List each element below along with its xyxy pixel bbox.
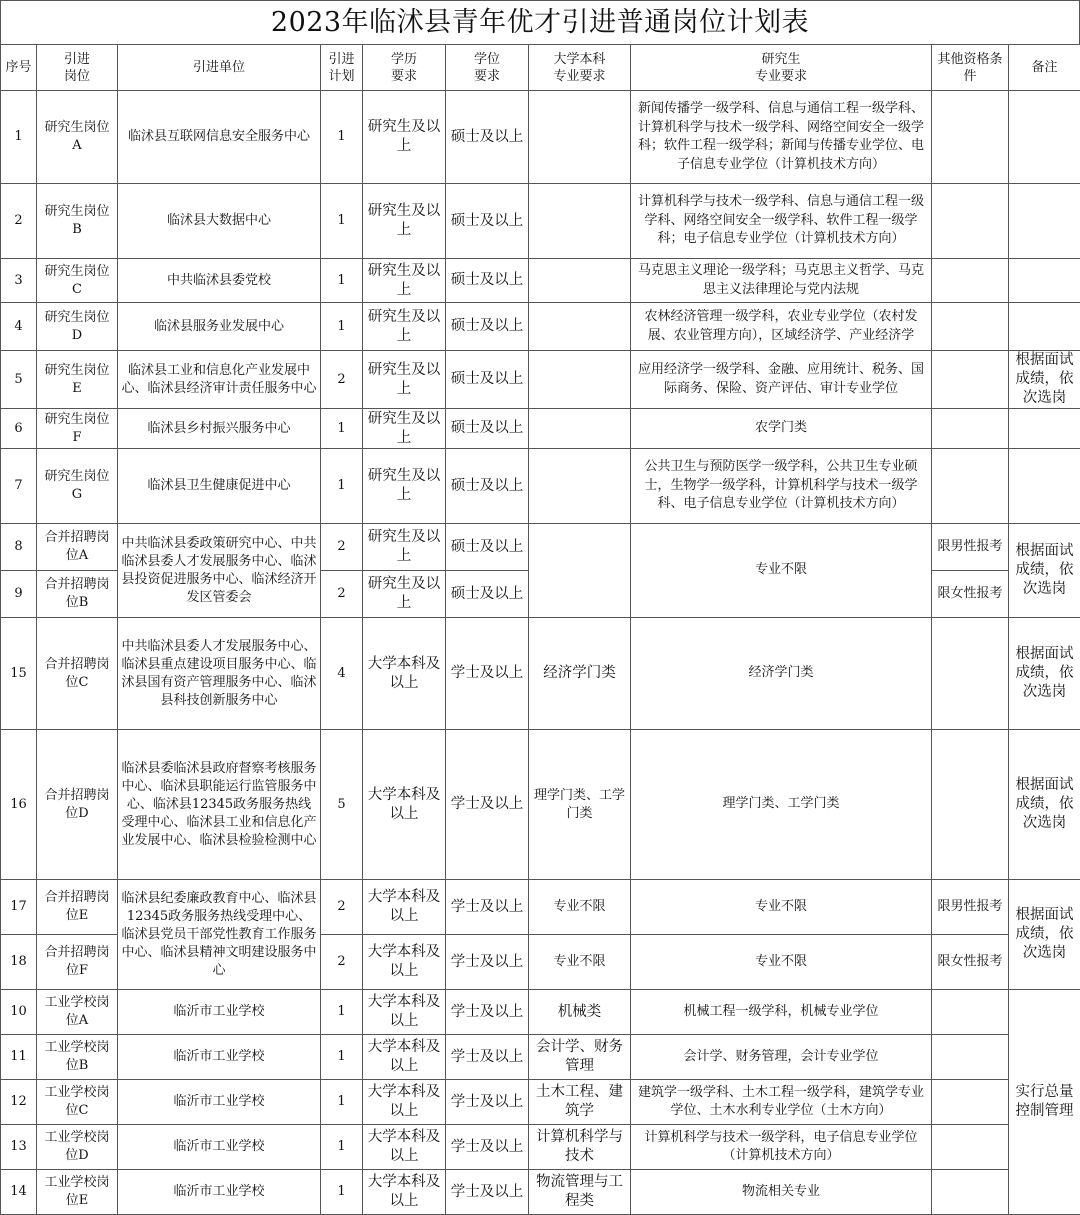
cell-unit: 中共临沭县委政策研究中心、中共临沭县委人才发展服务中心、临沭县投资促进服务中心、临沭经济开发区管委会 <box>118 524 321 618</box>
header-other: 其他资格条 件 <box>932 45 1009 91</box>
cell-bachelor <box>529 303 631 351</box>
cell-other <box>932 409 1009 449</box>
cell-bachelor: 会计学、财务管理 <box>529 1035 631 1080</box>
header-edu: 学历 要求 <box>363 45 446 91</box>
cell-plan: 2 <box>321 524 363 571</box>
cell-unit: 临沂市工业学校 <box>118 990 321 1035</box>
cell-other <box>932 730 1009 880</box>
cell-edu: 研究生及以上 <box>363 303 446 351</box>
cell-plan: 2 <box>321 351 363 409</box>
cell-edu: 研究生及以上 <box>363 91 446 184</box>
cell-post: 研究生岗位F <box>37 409 118 449</box>
cell-no: 18 <box>1 935 37 990</box>
cell-post: 工业学校岗位A <box>37 990 118 1035</box>
table-row <box>1 259 1080 303</box>
cell-unit: 临沭县乡村振兴服务中心 <box>118 409 321 449</box>
cell-plan: 1 <box>321 259 363 303</box>
table-row <box>1 91 1080 184</box>
cell-bachelor: 土木工程、建筑学 <box>529 1080 631 1125</box>
cell-post: 合并招聘岗位A <box>37 524 118 571</box>
table-row <box>1 730 1080 880</box>
cell-degree: 学士及以上 <box>446 1125 529 1170</box>
cell-degree: 学士及以上 <box>446 618 529 730</box>
table-row <box>1 1170 1080 1215</box>
cell-grad: 专业不限 <box>631 524 932 618</box>
cell-edu: 研究生及以上 <box>363 351 446 409</box>
cell-other <box>932 91 1009 184</box>
cell-bachelor: 机械类 <box>529 990 631 1035</box>
header-bachelor: 大学本科 专业要求 <box>529 45 631 91</box>
cell-unit: 临沭县互联网信息安全服务中心 <box>118 91 321 184</box>
cell-remark <box>1009 259 1080 303</box>
cell-bachelor <box>529 449 631 524</box>
header-grad: 研究生 专业要求 <box>631 45 932 91</box>
cell-unit: 中共临沭县委人才发展服务中心、临沭县重点建设项目服务中心、临沭县国有资产管理服务中心、临沭县科技创新服务中心 <box>118 618 321 730</box>
cell-post: 合并招聘岗位B <box>37 571 118 618</box>
cell-edu: 大学本科及以上 <box>363 1080 446 1125</box>
cell-post: 合并招聘岗位F <box>37 935 118 990</box>
cell-plan: 1 <box>321 1035 363 1080</box>
cell-plan: 1 <box>321 303 363 351</box>
cell-plan: 4 <box>321 618 363 730</box>
table-row <box>1 524 1080 571</box>
cell-degree: 学士及以上 <box>446 1170 529 1215</box>
cell-no: 4 <box>1 303 37 351</box>
header-post: 引进 岗位 <box>37 45 118 91</box>
table-row <box>1 618 1080 730</box>
header-degree: 学位 要求 <box>446 45 529 91</box>
cell-other <box>932 1080 1009 1125</box>
cell-other <box>932 184 1009 259</box>
header-no: 序号 <box>1 45 37 91</box>
cell-grad: 专业不限 <box>631 880 932 935</box>
cell-degree: 学士及以上 <box>446 730 529 880</box>
cell-bachelor: 理学门类、工学门类 <box>529 730 631 880</box>
table-row <box>1 1035 1080 1080</box>
cell-unit: 临沂市工业学校 <box>118 1080 321 1125</box>
cell-post: 工业学校岗位C <box>37 1080 118 1125</box>
cell-no: 1 <box>1 91 37 184</box>
cell-other <box>932 449 1009 524</box>
cell-grad: 会计学、财务管理，会计专业学位 <box>631 1035 932 1080</box>
cell-degree: 硕士及以上 <box>446 91 529 184</box>
cell-post: 工业学校岗位E <box>37 1170 118 1215</box>
page-title: 2023年临沭县青年优才引进普通岗位计划表 <box>0 0 1080 44</box>
cell-other: 限女性报考 <box>932 571 1009 618</box>
cell-edu: 研究生及以上 <box>363 524 446 571</box>
table-row <box>1 880 1080 935</box>
cell-bachelor <box>529 351 631 409</box>
cell-remark <box>1009 303 1080 351</box>
cell-bachelor <box>529 91 631 184</box>
cell-no: 11 <box>1 1035 37 1080</box>
cell-degree: 硕士及以上 <box>446 259 529 303</box>
cell-post: 研究生岗位B <box>37 184 118 259</box>
cell-no: 6 <box>1 409 37 449</box>
cell-plan: 2 <box>321 571 363 618</box>
cell-no: 10 <box>1 990 37 1035</box>
cell-bachelor: 经济学门类 <box>529 618 631 730</box>
recruitment-table <box>0 44 1080 1215</box>
cell-degree: 学士及以上 <box>446 990 529 1035</box>
cell-edu: 研究生及以上 <box>363 449 446 524</box>
header-remark: 备注 <box>1009 45 1080 91</box>
cell-edu: 研究生及以上 <box>363 571 446 618</box>
cell-remark: 根据面试成绩，依次选岗 <box>1009 524 1080 618</box>
cell-other <box>932 259 1009 303</box>
cell-no: 17 <box>1 880 37 935</box>
cell-no: 7 <box>1 449 37 524</box>
cell-edu: 大学本科及以上 <box>363 1125 446 1170</box>
cell-remark: 根据面试成绩，依次选岗 <box>1009 880 1080 990</box>
table-row <box>1 1080 1080 1125</box>
cell-plan: 2 <box>321 935 363 990</box>
cell-remark <box>1009 184 1080 259</box>
cell-plan: 1 <box>321 990 363 1035</box>
cell-edu: 大学本科及以上 <box>363 730 446 880</box>
cell-degree: 学士及以上 <box>446 880 529 935</box>
cell-remark: 根据面试成绩，依次选岗 <box>1009 351 1080 409</box>
table-row <box>1 184 1080 259</box>
cell-degree: 学士及以上 <box>446 1080 529 1125</box>
cell-bachelor: 物流管理与工程类 <box>529 1170 631 1215</box>
cell-post: 合并招聘岗位D <box>37 730 118 880</box>
cell-plan: 1 <box>321 184 363 259</box>
cell-no: 16 <box>1 730 37 880</box>
cell-grad: 物流相关专业 <box>631 1170 932 1215</box>
cell-unit: 临沭县大数据中心 <box>118 184 321 259</box>
cell-post: 合并招聘岗位E <box>37 880 118 935</box>
cell-other <box>932 303 1009 351</box>
cell-unit: 中共临沭县委党校 <box>118 259 321 303</box>
cell-grad: 应用经济学一级学科、金融、应用统计、税务、国际商务、保险、资产评估、审计专业学位 <box>631 351 932 409</box>
cell-edu: 大学本科及以上 <box>363 935 446 990</box>
cell-unit: 临沂市工业学校 <box>118 1170 321 1215</box>
table-row <box>1 990 1080 1035</box>
cell-bachelor <box>529 409 631 449</box>
cell-edu: 研究生及以上 <box>363 259 446 303</box>
cell-plan: 1 <box>321 1125 363 1170</box>
cell-post: 合并招聘岗位C <box>37 618 118 730</box>
cell-grad: 专业不限 <box>631 935 932 990</box>
cell-grad: 经济学门类 <box>631 618 932 730</box>
cell-grad: 公共卫生与预防医学一级学科，公共卫生专业硕士，生物学一级学科，计算机科学与技术一级学科、电子信息专业学位（计算机技术方向） <box>631 449 932 524</box>
cell-no: 15 <box>1 618 37 730</box>
cell-unit: 临沭县工业和信息化产业发展中心、临沭县经济审计责任服务中心 <box>118 351 321 409</box>
cell-plan: 1 <box>321 409 363 449</box>
cell-other <box>932 1125 1009 1170</box>
cell-edu: 大学本科及以上 <box>363 618 446 730</box>
cell-other <box>932 990 1009 1035</box>
cell-post: 研究生岗位E <box>37 351 118 409</box>
cell-edu: 研究生及以上 <box>363 409 446 449</box>
cell-grad: 建筑学一级学科、土木工程一级学科，建筑学专业学位、土木水利专业学位（土木方向） <box>631 1080 932 1125</box>
cell-no: 2 <box>1 184 37 259</box>
cell-plan: 1 <box>321 1170 363 1215</box>
cell-other <box>932 1170 1009 1215</box>
cell-grad: 机械工程一级学科，机械专业学位 <box>631 990 932 1035</box>
cell-post: 工业学校岗位D <box>37 1125 118 1170</box>
cell-other <box>932 351 1009 409</box>
cell-other <box>932 618 1009 730</box>
cell-degree: 学士及以上 <box>446 935 529 990</box>
cell-remark <box>1009 91 1080 184</box>
cell-degree: 硕士及以上 <box>446 449 529 524</box>
table-row <box>1 303 1080 351</box>
cell-remark: 根据面试成绩，依次选岗 <box>1009 618 1080 730</box>
cell-degree: 硕士及以上 <box>446 524 529 571</box>
cell-bachelor: 计算机科学与技术 <box>529 1125 631 1170</box>
cell-other: 限男性报考 <box>932 524 1009 571</box>
cell-no: 12 <box>1 1080 37 1125</box>
table-row <box>1 449 1080 524</box>
cell-remark: 根据面试成绩，依次选岗 <box>1009 730 1080 880</box>
cell-post: 工业学校岗位B <box>37 1035 118 1080</box>
cell-edu: 研究生及以上 <box>363 184 446 259</box>
cell-no: 9 <box>1 571 37 618</box>
cell-degree: 硕士及以上 <box>446 351 529 409</box>
cell-plan: 2 <box>321 880 363 935</box>
cell-degree: 硕士及以上 <box>446 184 529 259</box>
cell-plan: 5 <box>321 730 363 880</box>
header-row <box>1 45 1080 91</box>
cell-remark <box>1009 409 1080 449</box>
cell-bachelor <box>529 259 631 303</box>
cell-bachelor <box>529 184 631 259</box>
cell-degree: 学士及以上 <box>446 1035 529 1080</box>
cell-bachelor <box>529 524 631 618</box>
cell-other <box>932 1035 1009 1080</box>
cell-post: 研究生岗位G <box>37 449 118 524</box>
header-plan: 引进 计划 <box>321 45 363 91</box>
cell-no: 8 <box>1 524 37 571</box>
cell-plan: 1 <box>321 449 363 524</box>
table-row <box>1 409 1080 449</box>
cell-unit: 临沭县卫生健康促进中心 <box>118 449 321 524</box>
cell-edu: 大学本科及以上 <box>363 880 446 935</box>
cell-grad: 农林经济管理一级学科，农业专业学位（农村发展、农业管理方向），区域经济学、产业经济学 <box>631 303 932 351</box>
cell-post: 研究生岗位A <box>37 91 118 184</box>
table-row <box>1 1125 1080 1170</box>
cell-unit: 临沭县委临沭县政府督察考核服务中心、临沭县职能运行监管服务中心、临沭县12345政务服务热线受理中心、临沭县工业和信息化产业发展中心、临沭县检验检测中心 <box>118 730 321 880</box>
cell-remark: 实行总量控制管理 <box>1009 990 1080 1215</box>
cell-unit: 临沂市工业学校 <box>118 1035 321 1080</box>
cell-degree: 硕士及以上 <box>446 409 529 449</box>
cell-no: 3 <box>1 259 37 303</box>
cell-unit: 临沂市工业学校 <box>118 1125 321 1170</box>
cell-degree: 硕士及以上 <box>446 571 529 618</box>
cell-grad: 新闻传播学一级学科、信息与通信工程一级学科、计算机科学与技术一级学科、网络空间安全一级学科；软件工程一级学科；新闻与传播专业学位、电子信息专业学位（计算机技术方向） <box>631 91 932 184</box>
cell-edu: 大学本科及以上 <box>363 1170 446 1215</box>
cell-unit: 临沭县服务业发展中心 <box>118 303 321 351</box>
cell-no: 5 <box>1 351 37 409</box>
cell-post: 研究生岗位C <box>37 259 118 303</box>
cell-bachelor: 专业不限 <box>529 880 631 935</box>
cell-edu: 大学本科及以上 <box>363 1035 446 1080</box>
cell-no: 14 <box>1 1170 37 1215</box>
cell-grad: 理学门类、工学门类 <box>631 730 932 880</box>
cell-plan: 1 <box>321 1080 363 1125</box>
cell-degree: 硕士及以上 <box>446 303 529 351</box>
cell-other: 限女性报考 <box>932 935 1009 990</box>
cell-remark <box>1009 449 1080 524</box>
cell-edu: 大学本科及以上 <box>363 990 446 1035</box>
header-unit: 引进单位 <box>118 45 321 91</box>
cell-unit: 临沭县纪委廉政教育中心、临沭县12345政务服务热线受理中心、临沭县党员干部党性教育工作服务中心、临沭县精神文明建设服务中心 <box>118 880 321 990</box>
cell-other: 限男性报考 <box>932 880 1009 935</box>
table-row <box>1 351 1080 409</box>
cell-grad: 计算机科学与技术一级学科、信息与通信工程一级学科、网络空间安全一级学科、软件工程一级学科；电子信息专业学位（计算机技术方向） <box>631 184 932 259</box>
cell-grad: 马克思主义理论一级学科；马克思主义哲学、马克思主义法律理论与党内法规 <box>631 259 932 303</box>
cell-no: 13 <box>1 1125 37 1170</box>
cell-grad: 农学门类 <box>631 409 932 449</box>
cell-post: 研究生岗位D <box>37 303 118 351</box>
cell-plan: 1 <box>321 91 363 184</box>
cell-grad: 计算机科学与技术一级学科，电子信息专业学位（计算机技术方向） <box>631 1125 932 1170</box>
cell-bachelor: 专业不限 <box>529 935 631 990</box>
